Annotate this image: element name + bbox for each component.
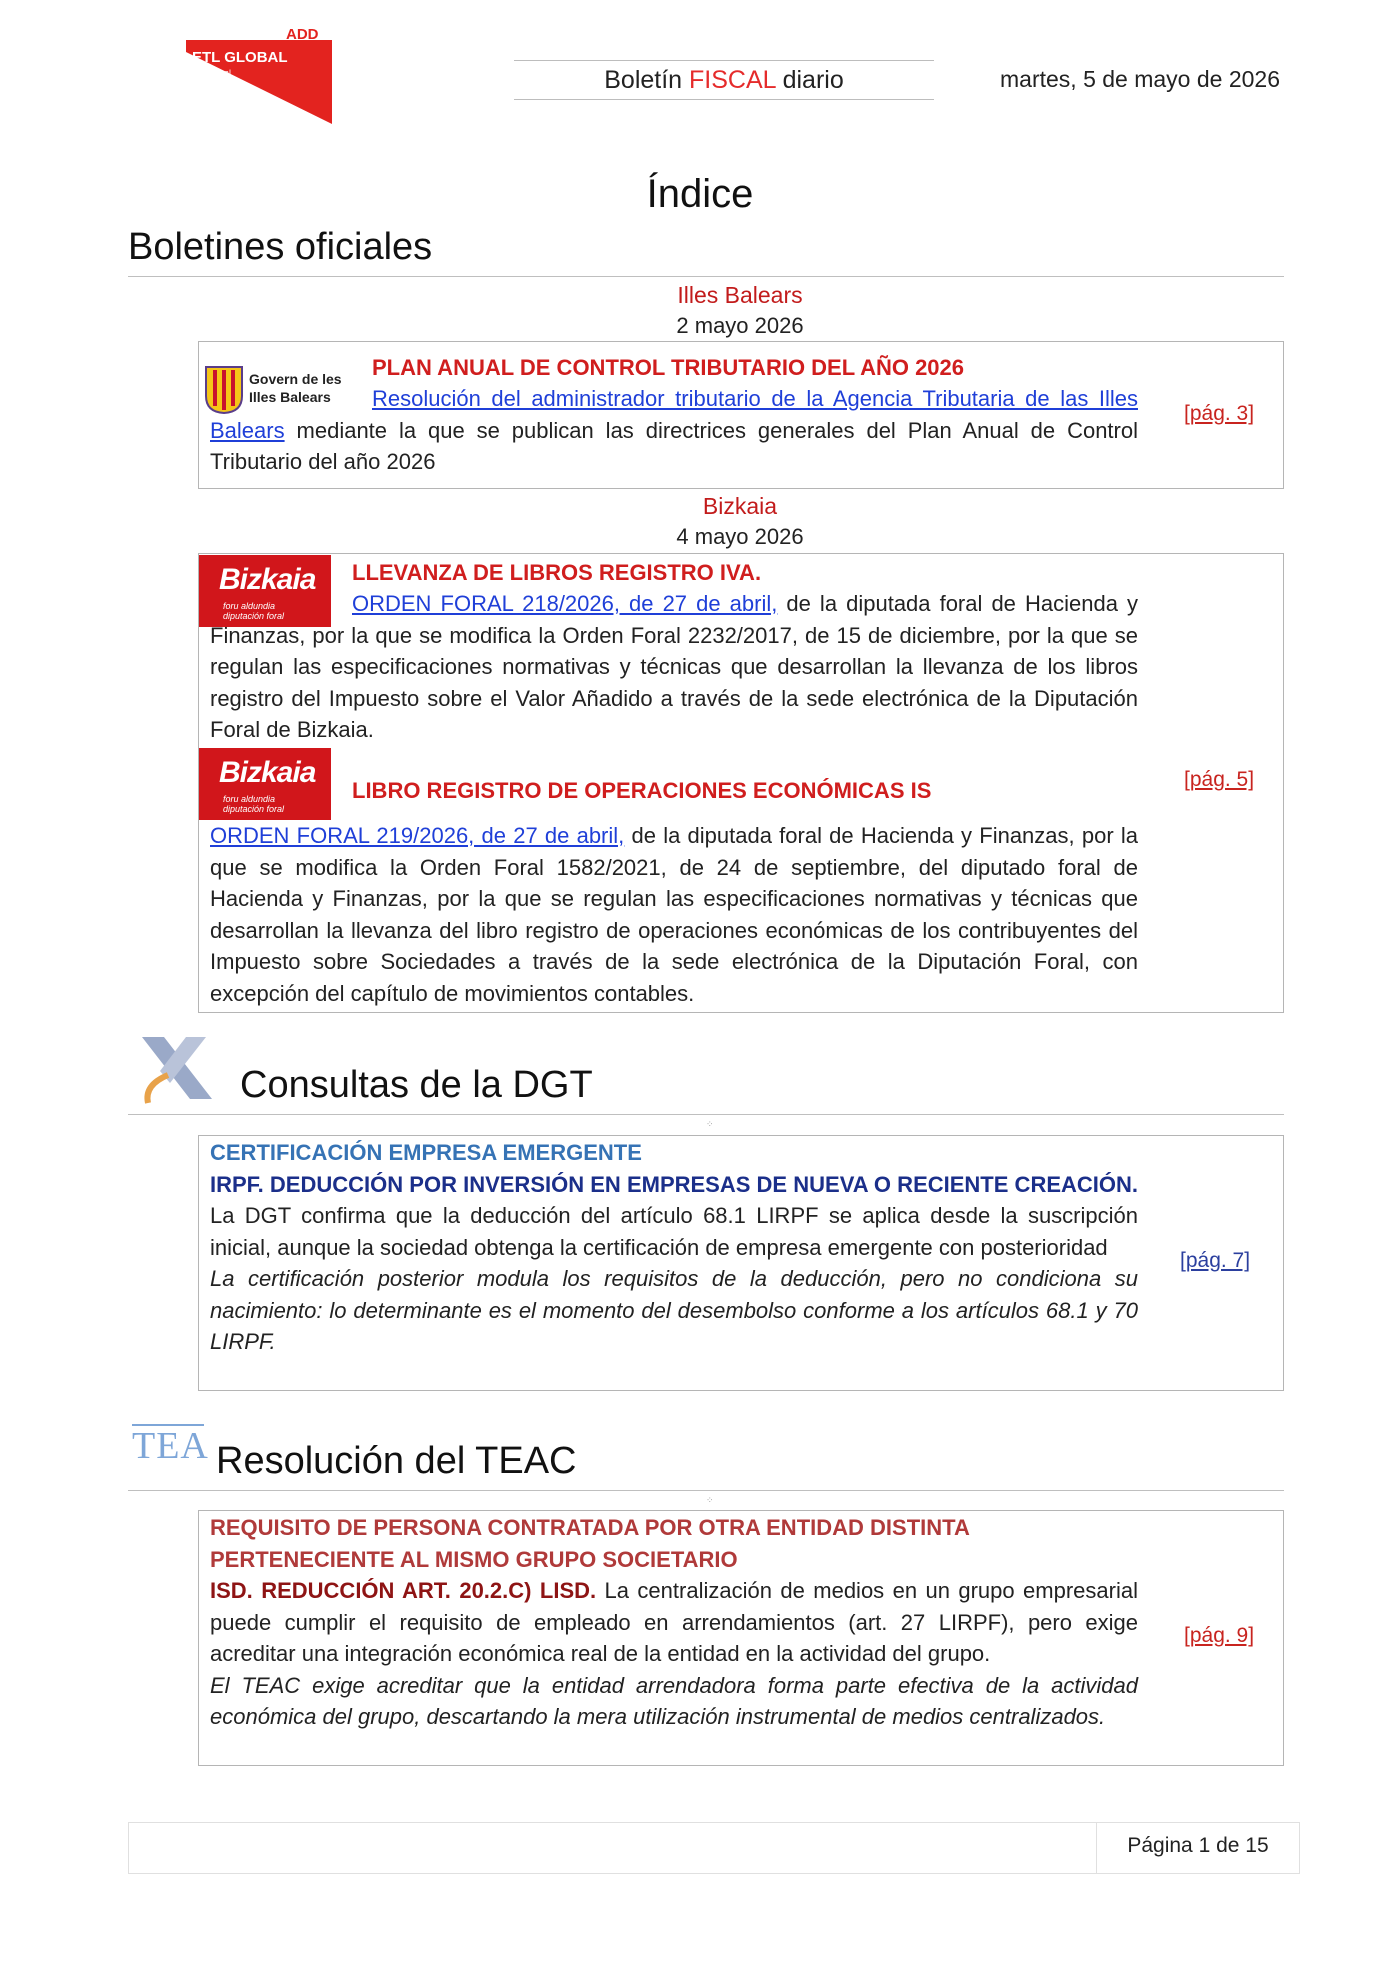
bizkaia-item1-header bbox=[352, 557, 1138, 589]
bulletin-title bbox=[514, 60, 934, 100]
dgt-text: La DGT confirma que la deducción del artículo 68.1 LIRPF se aplica desde la suscripción inicial, aunque la sociedad obtenga la certificación de empresa emergente con posterioridad bbox=[210, 1203, 1138, 1260]
bulletin-title-pre: Boletín bbox=[604, 66, 690, 94]
bizkaia-logo-sub: foru aldundia diputación foral bbox=[223, 601, 285, 621]
dgt-italic-summary: La certificación posterior modula los requisitos de la deducción, pero no condiciona su nacimiento: lo determinante es el momento del desembolso conforme a los artículos 68.1 y 70 LIRPF. bbox=[210, 1266, 1138, 1354]
tea-logo bbox=[132, 1424, 209, 1468]
section-heading-teac: Resolución del TEAC bbox=[216, 1440, 577, 1482]
anchor-icon: ⁘ bbox=[706, 1119, 714, 1129]
bizkaia-item2-description bbox=[210, 820, 1138, 1009]
section-rule bbox=[128, 276, 1284, 277]
teac-italic-summary: El TEAC exige acreditar que la entidad arrendadora forma parte efectiva de la actividad económica del grupo, descartando la mera utilización instrumental de medios centralizados. bbox=[210, 1672, 1138, 1729]
index-title: Índice bbox=[646, 172, 754, 216]
bizkaia-item2-title: LIBRO REGISTRO DE OPERACIONES ECONÓMICAS IS bbox=[352, 778, 932, 803]
baleares-title-link-text bbox=[372, 352, 1138, 384]
dgt-entry-text bbox=[210, 1137, 1138, 1358]
baleares-page-link[interactable]: [pág. 3] bbox=[1184, 402, 1255, 425]
region-bizkaia: Bizkaia bbox=[702, 493, 778, 519]
region-date: 2 mayo 2026 bbox=[676, 313, 804, 338]
baleares-resolution-link[interactable]: Resolución del administrador tributario de la Agencia Tributaria de las Illes Balears bbox=[210, 386, 1138, 443]
govern-logo-line1: Govern de les bbox=[249, 371, 342, 387]
bizkaia-logo-sub: foru aldundia diputación foral bbox=[223, 794, 285, 814]
bulletin-title-post: diario bbox=[775, 66, 844, 94]
header-date: martes, 5 de mayo de 2026 bbox=[1000, 66, 1280, 92]
logo-brand-text: ETL GLOBAL bbox=[192, 49, 288, 66]
bizkaia-item1-title: LLEVANZA DE LIBROS REGISTRO IVA. bbox=[352, 560, 762, 585]
dgt-title: IRPF. DEDUCCIÓN POR INVERSIÓN EN EMPRESAS DE NUEVA O RECIENTE CREACIÓN. bbox=[210, 1171, 1138, 1197]
tea-logo-rule bbox=[132, 1424, 204, 1426]
baleares-title: PLAN ANUAL DE CONTROL TRIBUTARIO DEL AÑO 2026 bbox=[372, 355, 965, 380]
teac-text: La centralización de medios en un grupo empresarial puede cumplir el requisito de empleado en arrendamientos (art. 27 LIRPF), pero exige acreditar una integración económica real de la entidad en la actividad del grupo. bbox=[210, 1578, 1138, 1666]
region-date: 4 mayo 2026 bbox=[676, 524, 804, 549]
teac-page-link[interactable]: [pág. 9] bbox=[1184, 1624, 1255, 1647]
baleares-description bbox=[210, 383, 1138, 478]
baleares-text: mediante la que se publican las directrices generales del Plan Anual de Control Tributario del año 2026 bbox=[210, 417, 1138, 474]
bizkaia-item2-text: de la diputada foral de Hacienda y Finanzas, por la que se modifica la Orden Foral 1582/2021, de 24 de septiembre, del diputado foral de Hacienda y Finanzas, por la que se regulan las especificaciones normativas y técnicas que desarrollan la llevanza del libro registro de operaciones económicas de los contribuyentes del Impuesto sobre Sociedades a través de la sede electrónica de la Diputación Foral, con excepción del capítulo de movimientos contables. bbox=[210, 823, 1139, 1006]
teac-title: ISD. REDUCCIÓN ART. 20.2.C) LISD. bbox=[210, 1578, 597, 1603]
bulletin-title-fiscal: FISCAL bbox=[689, 66, 776, 94]
bizkaia-item1-text: de la diputada foral de Hacienda y Finanzas, por la que se modifica la Orden Foral 2232/2017, de 15 de diciembre, por la que se regulan las especificaciones normativas y técnicas que desarrollan la llevanza de los libros registro del Impuesto sobre el Valor Añadido a través de la sede electrónica de la Diputación Foral de Bizkaia. bbox=[210, 591, 1138, 742]
section-heading-boletines: Boletines oficiales bbox=[128, 226, 433, 268]
dgt-page-link[interactable]: [pág. 7] bbox=[1180, 1249, 1251, 1272]
bizkaia-logo-name: Bizkaia bbox=[219, 563, 316, 596]
footer-page-number: Página 1 de 15 bbox=[1127, 1834, 1269, 1857]
region-illes-balears: Illes Balears bbox=[677, 282, 803, 308]
section-heading-dgt: Consultas de la DGT bbox=[240, 1064, 593, 1106]
dgt-subtitle: CERTIFICACIÓN EMPRESA EMERGENTE bbox=[210, 1140, 642, 1165]
teac-entry-text bbox=[210, 1512, 1138, 1733]
section-rule bbox=[128, 1114, 1284, 1115]
footer-separator bbox=[1096, 1822, 1097, 1874]
bizkaia-page-link[interactable]: [pág. 5] bbox=[1184, 768, 1255, 791]
teac-subtitle: REQUISITO DE PERSONA CONTRATADA POR OTRA ENTIDAD DISTINTA PERTENECIENTE AL MISMO GRUPO SOCIETARIO bbox=[210, 1515, 970, 1572]
bizkaia-item1-description bbox=[210, 588, 1138, 746]
logo-sub-text: Tax-Legal bbox=[192, 68, 232, 78]
logo-add-text: ADD bbox=[286, 26, 319, 43]
bizkaia-logo bbox=[199, 748, 331, 820]
anchor-icon: ⁘ bbox=[706, 1495, 714, 1505]
bizkaia-item2-header bbox=[352, 775, 1138, 807]
etl-global-logo bbox=[186, 26, 332, 124]
orden-foral-219-link[interactable]: ORDEN FORAL 219/2026, de 27 de abril, bbox=[210, 823, 625, 848]
agencia-tributaria-icon bbox=[134, 1033, 218, 1107]
bizkaia-logo-name: Bizkaia bbox=[219, 756, 316, 789]
section-rule bbox=[128, 1490, 1284, 1491]
orden-foral-218-link[interactable]: ORDEN FORAL 218/2026, de 27 de abril, bbox=[352, 591, 778, 616]
govern-logo-line2: Illes Balears bbox=[249, 389, 331, 405]
tea-logo-text: TEA bbox=[132, 1425, 209, 1467]
